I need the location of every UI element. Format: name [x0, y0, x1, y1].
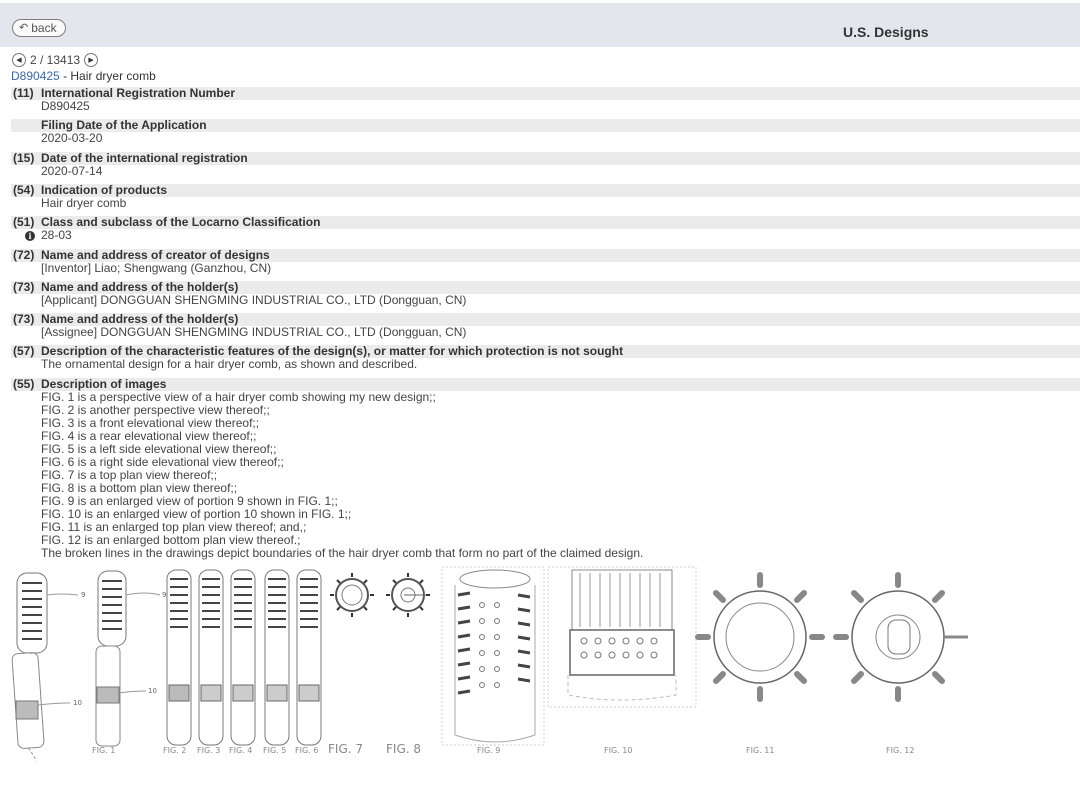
- image-description-line: FIG. 8 is a bottom plan view thereof;;: [41, 481, 238, 495]
- field-registration-date: [11, 152, 1080, 178]
- field-code: [13, 119, 41, 132]
- field-value: [Inventor] Liao; Shengwang (Ganzhou, CN): [41, 261, 272, 275]
- top-bar: [0, 3, 1080, 47]
- field-label: Description of images: [41, 377, 167, 391]
- image-description-line: FIG. 5 is a left side elevational view thereof;;: [41, 442, 277, 456]
- image-description-line: FIG. 9 is an enlarged view of portion 9 shown in FIG. 1;;: [41, 494, 338, 508]
- fig-12-drawing: [836, 575, 968, 699]
- field-value: [Assignee] DONGGUAN SHENGMING INDUSTRIAL CO., LTD (Dongguan, CN): [41, 325, 467, 339]
- image-description-line: FIG. 3 is a front elevational view thereof;;: [41, 416, 260, 430]
- fig-1-drawing: [12, 573, 78, 761]
- field-label: Name and address of the holder(s): [41, 312, 239, 326]
- field-value: 2020-03-20: [41, 131, 103, 145]
- fig-caption: FIG. 2: [163, 746, 187, 755]
- fig-9-drawing: [442, 567, 544, 745]
- image-description-line: FIG. 12 is an enlarged bottom plan view thereof.;: [41, 533, 301, 547]
- field-holder-assignee: [11, 313, 1080, 339]
- field-value: Hair dryer comb: [41, 196, 127, 210]
- record-id-link[interactable]: D890425: [11, 69, 60, 83]
- field-holder-applicant: [11, 281, 1080, 307]
- fig-caption: FIG. 11: [746, 746, 775, 755]
- field-indication-of-products: [11, 184, 1080, 210]
- next-button[interactable]: [84, 53, 98, 67]
- info-icon[interactable]: i: [25, 231, 35, 241]
- field-value: D890425: [41, 99, 90, 113]
- database-title: U.S. Designs: [843, 24, 929, 40]
- field-filing-date: [11, 119, 1080, 145]
- back-arrow-icon: ↶: [19, 22, 29, 34]
- image-description-line: FIG. 1 is a perspective view of a hair dryer comb showing my new design;;: [41, 390, 436, 404]
- field-label: Name and address of the holder(s): [41, 280, 239, 294]
- image-description-line: FIG. 7 is a top plan view thereof;;: [41, 468, 218, 482]
- fig-3-to-6-drawings: [167, 570, 321, 745]
- drawings-sheet: [0, 565, 1080, 780]
- fig-caption: FIG. 7: [328, 742, 364, 756]
- field-code: (55): [13, 377, 35, 391]
- fig-caption: FIG. 8: [386, 742, 422, 756]
- field-code: (73): [13, 280, 35, 294]
- fig-caption: FIG. 10: [604, 746, 633, 755]
- prev-button[interactable]: [12, 53, 26, 67]
- next-circle-icon: ▶: [88, 56, 94, 64]
- field-value: 2020-07-14: [41, 164, 103, 178]
- pager-text: 2 / 13413: [30, 53, 81, 67]
- fig-caption: FIG. 6: [295, 746, 319, 755]
- field-code: (11): [13, 86, 34, 100]
- image-description-line: FIG. 4 is a rear elevational view thereof;;: [41, 429, 257, 443]
- fig-caption: FIG. 4: [229, 746, 253, 755]
- back-label: back: [31, 21, 57, 35]
- image-description-line: FIG. 10 is an enlarged view of portion 10 shown in FIG. 1;;: [41, 507, 352, 521]
- field-locarno-class: [11, 216, 1080, 242]
- fig-11-drawing: [698, 575, 822, 699]
- field-registration-number: [11, 87, 1080, 113]
- field-value: The ornamental design for a hair dryer comb, as shown and described.: [41, 357, 418, 371]
- fig-caption: FIG. 5: [263, 746, 287, 755]
- field-code: (51): [13, 215, 35, 229]
- field-code: (54): [13, 183, 35, 197]
- image-description-line: FIG. 11 is an enlarged top plan view thereof; and,;: [41, 520, 307, 534]
- field-code: (57): [13, 344, 35, 358]
- field-description-of-images: [11, 378, 1080, 560]
- field-code: (15): [13, 151, 35, 165]
- field-value-row: [11, 229, 1080, 242]
- fig-caption: FIG. 3: [197, 746, 221, 755]
- fig-10-drawing: [548, 567, 696, 707]
- back-button[interactable]: [12, 19, 66, 37]
- field-label: Indication of products: [41, 183, 167, 197]
- fig-7-drawing: [330, 573, 374, 617]
- image-description-line: The broken lines in the drawings depict boundaries of the hair dryer comb that form no part of the claimed design.: [41, 546, 644, 560]
- field-creator: [11, 249, 1080, 275]
- field-label: Class and subclass of the Locarno Classification: [41, 215, 321, 229]
- field-characteristic-features: [11, 345, 1080, 371]
- ref-numeral: 10: [73, 699, 82, 707]
- field-value: 28-03: [41, 228, 72, 242]
- field-value: [Applicant] DONGGUAN SHENGMING INDUSTRIAL CO., LTD (Dongguan, CN): [41, 293, 467, 307]
- field-code: (73): [13, 312, 35, 326]
- image-description-list: [11, 391, 1080, 560]
- pager: [12, 52, 98, 68]
- ref-numeral: 9: [81, 591, 86, 599]
- field-label: International Registration Number: [41, 86, 236, 100]
- design-drawings[interactable]: [0, 565, 1080, 780]
- prev-circle-icon: ◀: [16, 56, 22, 64]
- fig-caption: FIG. 9: [477, 746, 501, 755]
- image-description-line: FIG. 2 is another perspective view thereof;;: [41, 403, 270, 417]
- fig-8-drawing: [386, 573, 430, 617]
- fig-caption: FIG. 12: [886, 746, 915, 755]
- field-code: (72): [13, 248, 35, 262]
- ref-numeral: 9: [162, 591, 167, 599]
- fig-caption: FIG. 1: [92, 746, 116, 755]
- field-label: Filing Date of the Application: [41, 118, 207, 132]
- field-label: Description of the characteristic features of the design(s), or matter for which protection is not sought: [41, 344, 624, 358]
- ref-numeral: 10: [148, 687, 157, 695]
- field-label: Name and address of creator of designs: [41, 248, 270, 262]
- image-description-line: FIG. 6 is a right side elevational view thereof;;: [41, 455, 284, 469]
- record-title: - Hair dryer comb: [63, 69, 156, 83]
- fig-2-drawing: [96, 571, 160, 746]
- record-heading: [11, 69, 156, 83]
- field-label: Date of the international registration: [41, 151, 248, 165]
